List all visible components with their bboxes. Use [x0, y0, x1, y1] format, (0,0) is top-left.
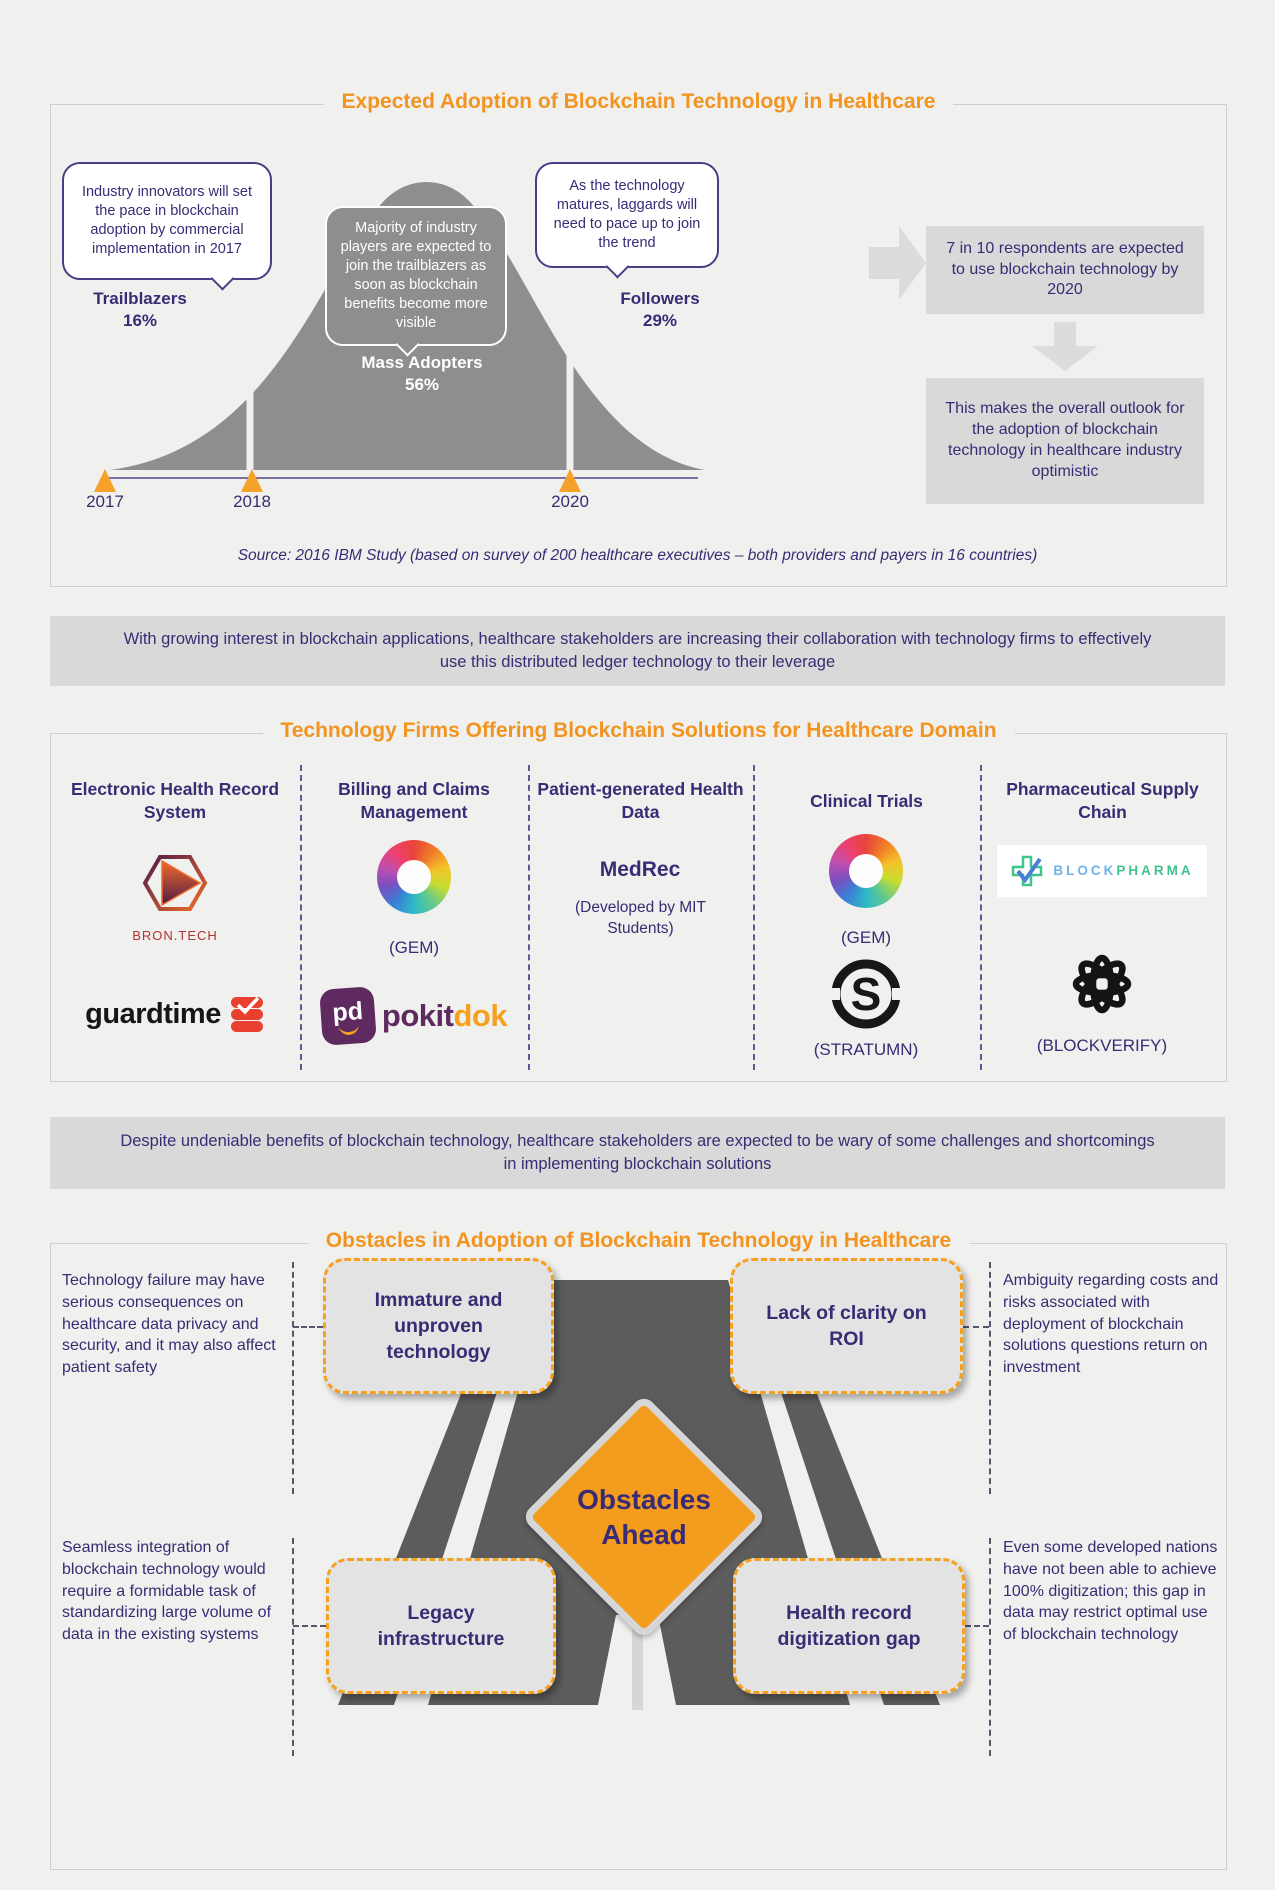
gem-logo-label: (GEM)	[388, 938, 440, 957]
stratumn-logo-label: (STRATUMN)	[813, 1040, 919, 1059]
segment-mass-adopters	[332, 352, 512, 396]
section-adoption-title: Expected Adoption of Blockchain Technology in Healthcare	[324, 90, 954, 114]
note-cost-ambiguity: Ambiguity regarding costs and risks associated with deployment of blockchain solutions questions return on investment	[1003, 1272, 1219, 1376]
column-divider	[528, 765, 530, 1070]
highlight-box-2	[926, 378, 1204, 504]
pokitdok-wordmark	[382, 998, 507, 1034]
timeline-marker-2020	[559, 469, 581, 492]
callout-mass-adopters	[325, 206, 507, 346]
medrec-product	[545, 858, 735, 882]
pokitdok-pd-letters: pd	[331, 996, 364, 1027]
dashed-separator	[989, 1262, 991, 1494]
pokitdok-word-orange: dok	[453, 998, 508, 1033]
gem-logo-label: (GEM)	[840, 928, 892, 947]
highlight-box-1	[926, 226, 1204, 314]
segment-value: 16%	[122, 311, 158, 331]
segment-value: 56%	[404, 375, 440, 395]
brontech-logo-label: BRON.TECH	[132, 928, 218, 943]
callout-trailblazers	[62, 162, 272, 280]
obstacle-box-digitization-gap: Health record digitization gap	[733, 1558, 965, 1694]
callout-followers	[535, 162, 719, 268]
dashed-connector	[293, 1326, 323, 1328]
dashed-separator	[292, 1262, 294, 1494]
blockverify-logo-label: (BLOCKVERIFY)	[1036, 1036, 1168, 1055]
dashed-connector	[293, 1625, 326, 1627]
segment-name: Followers	[620, 289, 700, 308]
column-divider	[980, 765, 982, 1070]
note-seamless-integration: Seamless integration of blockchain technology would require a formidable task of standardizing large volume of data in the existing systems	[62, 1539, 272, 1643]
blockpharma-word-blue: BLOCK	[1053, 863, 1117, 878]
obstacle-box-immature-technology: Immature and unproven technology	[323, 1258, 554, 1394]
section-firms-title: Technology Firms Offering Blockchain Solutions for Healthcare Domain	[262, 719, 1014, 743]
stratumn-s-letter: S	[850, 968, 882, 1020]
callout-mass-adopters-text: Majority of industry players are expected to join the trailblazers as soon as blockchain benefits become more visible	[340, 220, 492, 331]
brontech-logo-icon	[131, 842, 219, 924]
segment-name: Trailblazers	[93, 289, 187, 308]
segment-followers	[575, 288, 745, 332]
year-2018: 2018	[233, 492, 271, 511]
banner-challenges: Despite undeniable benefits of blockchain technology, healthcare stakeholders are expected to be wary of some challenges and shortcomings in implementing blockchain solutions	[50, 1117, 1225, 1189]
highlight-2-text: This makes the overall outlook for the adoption of blockchain technology in healthcare industry optimistic	[945, 400, 1185, 480]
column-header-clinical-trials: Clinical Trials	[810, 790, 923, 811]
stratumn-logo-icon	[824, 956, 908, 1032]
column-divider	[753, 765, 755, 1070]
year-2020: 2020	[551, 492, 589, 511]
pokitdok-logo-icon	[319, 986, 377, 1046]
note-technology-failure: Technology failure may have serious consequences on healthcare data privacy and security, and it may also affect patient safety	[62, 1272, 276, 1376]
segment-name: Mass Adopters	[361, 353, 483, 372]
smile-icon	[338, 1022, 359, 1035]
obstacle-box-legacy-infrastructure: Legacy infrastructure	[326, 1558, 556, 1694]
dashed-separator	[292, 1538, 294, 1756]
gem-logo-icon	[829, 834, 903, 908]
medrec-name: MedRec	[599, 858, 681, 881]
timeline-marker-2017	[94, 469, 116, 492]
blockpharma-word-green: PHARMA	[1116, 863, 1194, 878]
sign-line-2: Ahead	[601, 1519, 687, 1550]
segment-trailblazers	[55, 288, 225, 332]
column-header-patient-data: Patient-generated Health Data	[537, 779, 744, 822]
note-digitization-nations: Even some developed nations have not been able to achieve 100% digitization; this gap in data may restrict optimal use of blockchain technology	[1003, 1539, 1218, 1643]
timeline-marker-2018	[241, 469, 263, 492]
blockpharma-wordmark	[1053, 862, 1193, 880]
obstacles-ahead-sign-text	[564, 1437, 724, 1597]
guardtime-wordmark: guardtime	[85, 997, 221, 1030]
guardtime-logo	[60, 985, 290, 1043]
callout-trailblazers-text: Industry innovators will set the pace in blockchain adoption by commercial implementation in 2017	[81, 184, 253, 257]
pokitdok-word-purple: pokit	[381, 998, 454, 1033]
year-2017: 2017	[86, 492, 124, 511]
blockpharma-cross-icon	[1010, 854, 1044, 888]
pokitdok-logo	[300, 986, 528, 1046]
dashed-separator	[989, 1538, 991, 1756]
gem-logo-icon	[377, 840, 451, 914]
source-note: Source: 2016 IBM Study (based on survey of 200 healthcare executives – both providers and payers in 16 countries)	[237, 547, 1038, 564]
column-header-billing: Billing and Claims Management	[338, 779, 490, 822]
guardtime-logo-icon	[229, 994, 265, 1034]
sign-line-1: Obstacles	[577, 1484, 711, 1515]
obstacle-box-roi-clarity: Lack of clarity on ROI	[730, 1258, 963, 1394]
highlight-1-text: 7 in 10 respondents are expected to use blockchain technology by 2020	[946, 239, 1184, 299]
section-obstacles-title: Obstacles in Adoption of Blockchain Technology in Healthcare	[308, 1229, 969, 1253]
curve-divider-2	[567, 258, 574, 471]
column-header-ehr: Electronic Health Record System	[70, 779, 280, 822]
banner-collaboration: With growing interest in blockchain applications, healthcare stakeholders are increasing their collaboration with technology firms to effectively use this distributed ledger technology to their leverage	[50, 616, 1225, 686]
medrec-subtitle: (Developed by MIT Students)	[575, 899, 706, 937]
arrow-right-icon	[869, 224, 927, 302]
blockverify-logo-icon	[1060, 942, 1144, 1026]
arrow-down-icon	[1030, 322, 1100, 372]
callout-followers-text: As the technology matures, laggards will need to pace up to join the trend	[553, 178, 701, 251]
dashed-connector	[963, 1326, 989, 1328]
segment-value: 29%	[642, 311, 678, 331]
blockpharma-logo	[997, 845, 1207, 897]
dashed-connector	[965, 1625, 989, 1627]
column-header-pharma-supply: Pharmaceutical Supply Chain	[1006, 779, 1199, 822]
